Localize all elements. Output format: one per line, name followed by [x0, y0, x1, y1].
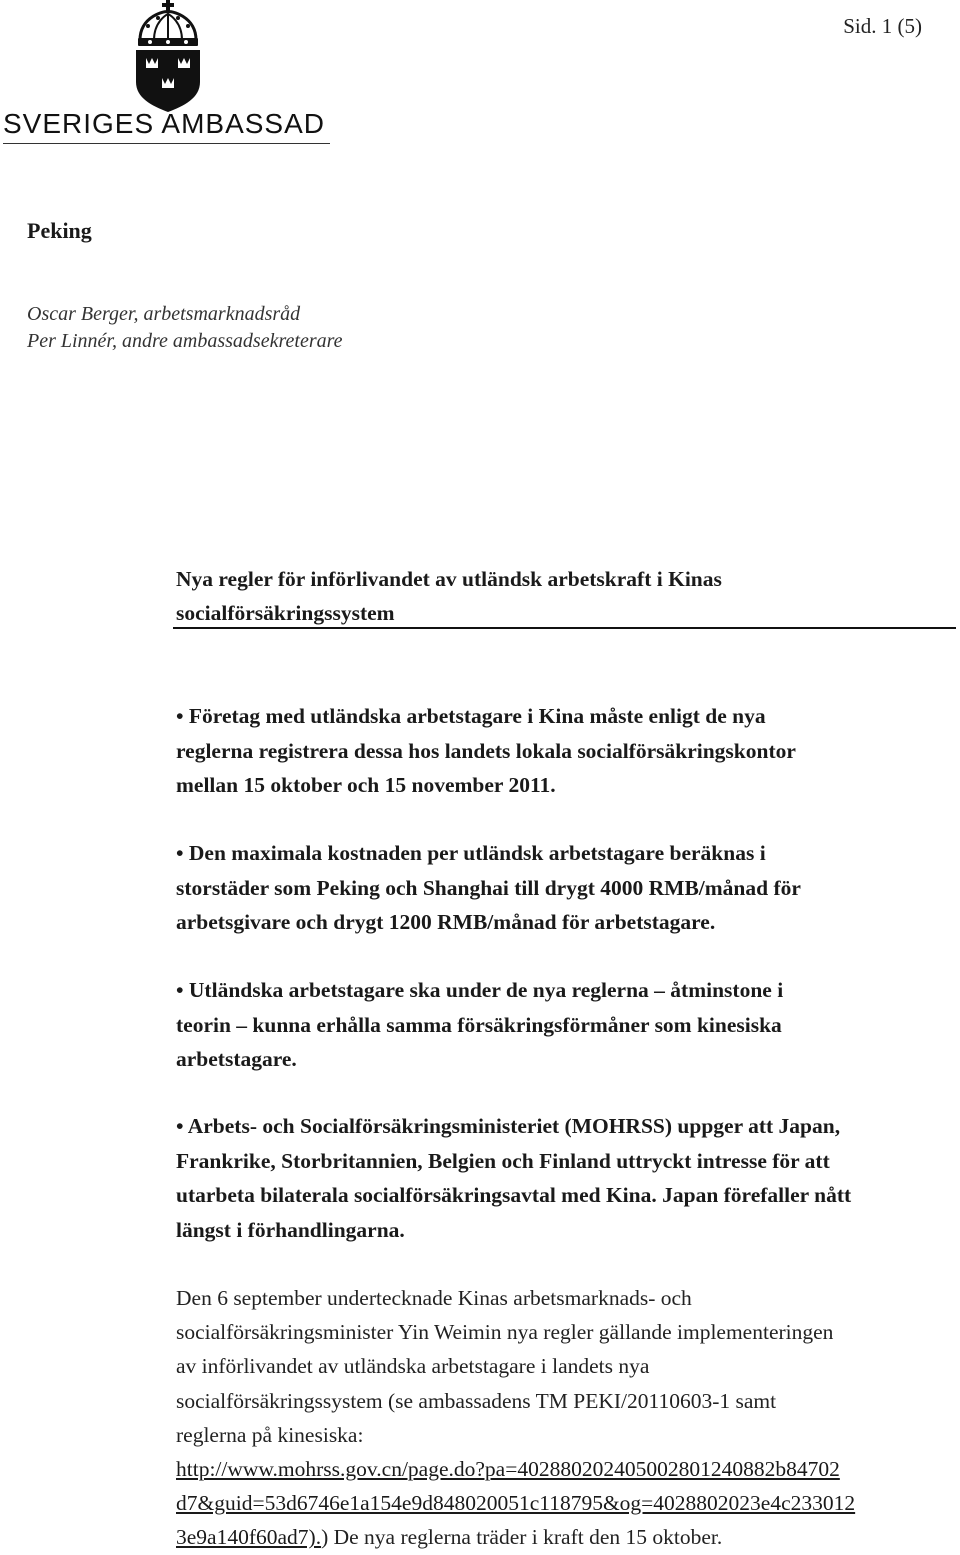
bullet-text: Utländska arbetstagare ska under de nya reglerna – åtminstone i — [188, 978, 784, 1002]
body-paragraph — [176, 1281, 960, 1555]
body-line — [176, 1486, 960, 1520]
page-number: Sid. 1 (5) — [843, 14, 922, 38]
logo-divider — [3, 143, 330, 144]
bullet-marker: • — [176, 841, 184, 865]
bullet-text: Företag med utländska arbetstagare i Kina måste enligt de nya — [188, 704, 766, 728]
logo-wordmark: SVERIGES AMBASSAD — [3, 108, 325, 139]
crown-shield-emblem-icon — [130, 0, 206, 112]
bullet-line: teorin – kunna erhålla samma försäkringsförmåner som kinesiska — [176, 1012, 782, 1037]
bullet-marker: • — [176, 978, 184, 1002]
bullet-line: storstäder som Peking och Shanghai till drygt 4000 RMB/månad för — [176, 875, 801, 900]
bullet-line: längst i förhandlingarna. — [176, 1217, 405, 1242]
body-line: socialförsäkringsminister Yin Weimin nya regler gällande implementeringen — [176, 1320, 834, 1345]
summary-bullet — [176, 1109, 960, 1247]
bullet-line: mellan 15 oktober och 15 november 2011. — [176, 773, 556, 797]
bullet-line: Frankrike, Storbritannien, Belgien och Finland uttryckt intresse för att — [176, 1148, 830, 1173]
bullet-line: arbetstagare. — [176, 1047, 297, 1071]
summary-bullet — [176, 836, 960, 940]
body-line: reglerna på kinesiska: — [176, 1422, 364, 1447]
author-line: Per Linnér, andre ambassadsekreterare — [27, 330, 343, 352]
body-line — [176, 1520, 960, 1554]
bullet-line — [176, 699, 960, 734]
title-underline — [173, 627, 956, 629]
mohrss-link-part[interactable]: 3e9a140f60ad7). — [176, 1525, 322, 1550]
author-line: Oscar Berger, arbetsmarknadsråd — [27, 303, 301, 325]
document-title — [176, 562, 936, 630]
bullet-marker: • — [176, 1114, 184, 1138]
bullet-line — [176, 973, 960, 1008]
bullet-line: reglerna registrera dessa hos landets lokala socialförsäkringskontor — [176, 738, 796, 763]
bullet-text: Den maximala kostnaden per utländsk arbetstagare beräknas i — [188, 841, 766, 865]
body-line: av införlivandet av utländska arbetstagare i landets nya — [176, 1354, 650, 1379]
bullet-line: utarbeta bilaterala socialförsäkringsavtal med Kina. Japan förefaller nått — [176, 1183, 852, 1207]
title-line: Nya regler för införlivandet av utländsk arbetskraft i Kinas — [176, 567, 722, 591]
bullet-line — [176, 1109, 960, 1144]
mohrss-link-part[interactable]: http://www.mohrss.gov.cn/page.do?pa=402880202405002801240882b84702 — [176, 1457, 840, 1482]
summary-bullet — [176, 973, 960, 1077]
bullet-text: Arbets- och Socialförsäkringsministeriet (MOHRSS) uppger att Japan, — [187, 1114, 841, 1138]
mohrss-link-part[interactable]: d7&guid=53d6746e1a154e9d848020051c118795&og=4028802023e4c233012 — [176, 1491, 856, 1516]
embassy-logo — [0, 0, 335, 148]
bullet-line: arbetsgivare och drygt 1200 RMB/månad för arbetstagare. — [176, 910, 716, 934]
body-tail-text: ) De nya reglerna träder i kraft den 15 oktober. — [321, 1525, 723, 1550]
body-line: socialförsäkringssystem (se ambassadens TM PEKI/20110603-1 samt — [176, 1388, 777, 1413]
body-line: Den 6 september undertecknade Kinas arbetsmarknads- och — [176, 1286, 692, 1310]
city-heading: Peking — [27, 218, 92, 243]
summary-bullet — [176, 699, 960, 803]
body-line — [176, 1452, 960, 1486]
title-line: socialförsäkringssystem — [176, 601, 395, 625]
bullet-marker: • — [176, 704, 184, 728]
bullet-line — [176, 836, 960, 871]
